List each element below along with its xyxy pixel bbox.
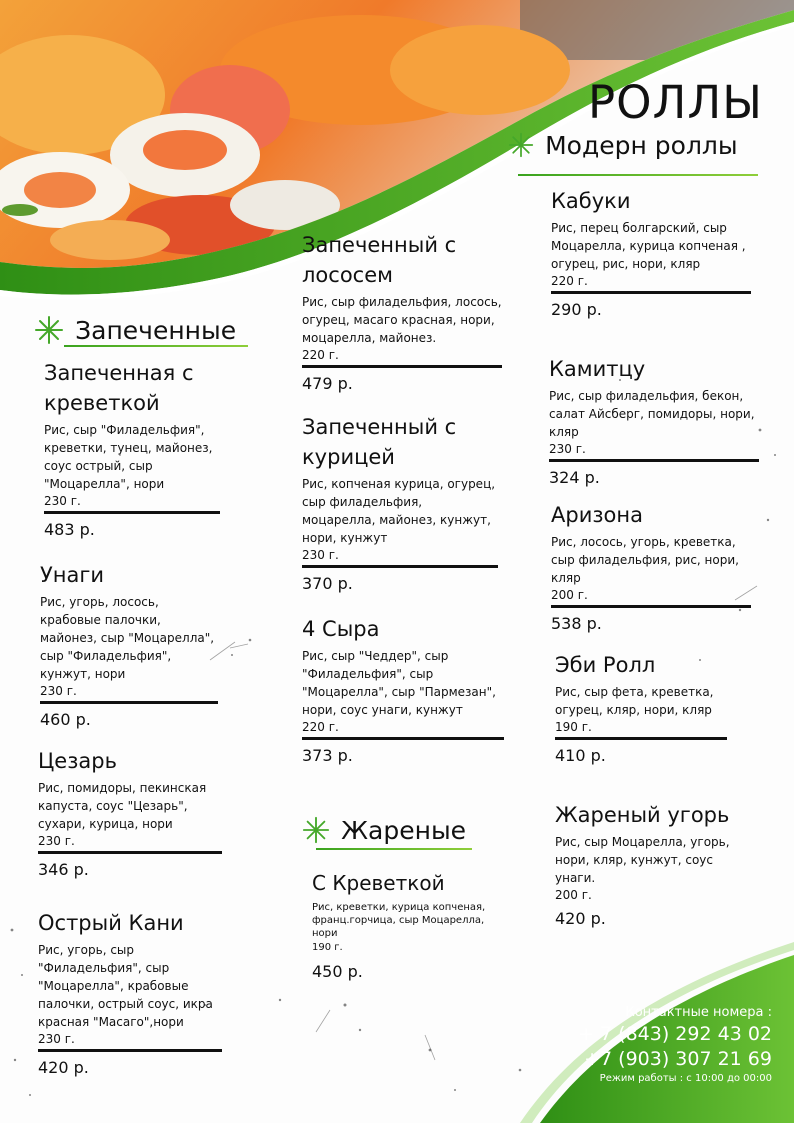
- item-description: Рис, сыр филадельфия, бекон, салат Айсберг, помидоры, нори, кляр: [549, 389, 755, 439]
- item-description: Рис, сыр "Филадельфия", креветки, тунец, майонез, соус острый, сыр "Моцарелла", нори: [44, 423, 213, 491]
- menu-item: [40, 560, 218, 730]
- star-burst-icon: [34, 315, 64, 345]
- item-price: 324 р.: [549, 468, 600, 487]
- menu-item: [312, 868, 490, 982]
- item-price: 373 р.: [302, 746, 353, 765]
- star-burst-icon: [508, 132, 534, 158]
- price-divider: [549, 459, 759, 462]
- item-description: Рис, лосось, угорь, креветка, сыр филадельфия, рис, нори, кляр: [551, 535, 739, 585]
- price-divider: [38, 851, 222, 854]
- item-name: Жареный угорь: [555, 803, 730, 827]
- menu-item: [38, 908, 222, 1078]
- menu-item: [302, 230, 502, 394]
- item-name: Запеченный с курицей: [302, 415, 457, 469]
- item-name: Кабуки: [551, 189, 631, 213]
- item-name: С Креветкой: [312, 871, 445, 895]
- price-divider: [302, 365, 502, 368]
- item-name: Запеченная с креветкой: [44, 361, 194, 415]
- menu-item: [555, 650, 727, 766]
- item-name: Камитцу: [549, 357, 646, 381]
- item-name: Аризона: [551, 503, 643, 527]
- phone-number-1: + 7 (843) 292 43 02: [578, 1023, 772, 1045]
- item-description: Рис, сыр филадельфия, лосось, огурец, масаго красная, нори, моцарелла, майонез.: [302, 295, 502, 345]
- section-modern-heading: [508, 132, 738, 158]
- item-weight: 230 г.: [302, 548, 339, 562]
- working-hours: Режим работы : с 10:00 до 00:00: [599, 1073, 772, 1084]
- item-description: Рис, помидоры, пекинская капуста, соус "Цезарь", сухари, курица, нори: [38, 781, 207, 831]
- item-weight: 230 г.: [40, 684, 77, 698]
- price-divider: [555, 737, 727, 740]
- item-description: Рис, угорь, лосось, крабовые палочки, майонез, сыр "Моцарелла", сыр "Филадельфия", кунжут, нори: [40, 595, 215, 681]
- section-fried-label: Жареные: [341, 815, 467, 845]
- item-name: Цезарь: [38, 749, 117, 773]
- item-weight: 220 г.: [302, 720, 339, 734]
- price-divider: [44, 511, 220, 514]
- item-description: Рис, сыр Моцарелла, угорь, нори, кляр, кунжут, соус унаги.: [555, 835, 730, 885]
- price-divider: [302, 565, 498, 568]
- price-divider: [40, 701, 218, 704]
- item-description: Рис, сыр фета, креветка, огурец, кляр, нори, кляр: [555, 685, 714, 717]
- item-description: Рис, креветки, курица копченая, франц.горчица, сыр Моцарелла, нори: [312, 902, 486, 939]
- item-weight: 190 г.: [555, 720, 592, 734]
- item-description: Рис, угорь, сыр "Филадельфия", сыр "Моцарелла", крабовые палочки, острый соус, икра красная "Масаго",нори: [38, 943, 213, 1029]
- item-weight: 230 г.: [38, 834, 75, 848]
- star-burst-icon: [302, 816, 330, 844]
- phone-number-2: +7 (903) 307 21 69: [584, 1048, 772, 1070]
- item-weight: 200 г.: [555, 888, 592, 902]
- item-description: Рис, перец болгарский, сыр Моцарелла, курица копченая , огурец, рис, нори, кляр: [551, 221, 746, 271]
- item-weight: 220 г.: [302, 348, 339, 362]
- section-baked-heading: [34, 315, 236, 345]
- price-divider: [551, 605, 751, 608]
- item-price: 290 р.: [551, 300, 602, 319]
- price-divider: [302, 737, 504, 740]
- item-name: Острый Кани: [38, 911, 184, 935]
- item-weight: 230 г.: [38, 1032, 75, 1046]
- item-name: Запеченный с лососем: [302, 233, 457, 287]
- item-price: 420 р.: [555, 909, 606, 928]
- item-weight: 200 г.: [551, 588, 588, 602]
- item-name: 4 Сыра: [302, 617, 380, 641]
- menu-item: [302, 412, 498, 594]
- section-fried-heading: [302, 816, 466, 844]
- menu-item: [551, 186, 751, 320]
- page-title: РОЛЛЫ: [588, 76, 763, 129]
- item-price: 450 р.: [312, 962, 363, 981]
- item-price: 479 р.: [302, 374, 353, 393]
- price-divider: [551, 291, 751, 294]
- item-price: 538 р.: [551, 614, 602, 633]
- item-price: 420 р.: [38, 1058, 89, 1077]
- contacts-heading: Контактные номера :: [625, 1005, 772, 1020]
- item-weight: 230 г.: [549, 442, 586, 456]
- menu-item: [551, 500, 751, 634]
- contact-block: [578, 1004, 772, 1086]
- item-price: 483 р.: [44, 520, 95, 539]
- item-weight: 230 г.: [44, 494, 81, 508]
- item-price: 460 р.: [40, 710, 91, 729]
- item-price: 370 р.: [302, 574, 353, 593]
- menu-item: [44, 358, 220, 540]
- section-modern-label: Модерн роллы: [545, 130, 738, 160]
- menu-item: [302, 614, 504, 766]
- item-weight: 190 г.: [312, 942, 343, 953]
- item-price: 410 р.: [555, 746, 606, 765]
- item-description: Рис, сыр "Чеддер", сыр "Филадельфия", сыр "Моцарелла", сыр "Пармезан", нори, соус унаги, кунжут: [302, 649, 496, 717]
- section-baked-label: Запеченные: [75, 315, 237, 345]
- price-divider: [38, 1049, 222, 1052]
- item-description: Рис, копченая курица, огурец, сыр филадельфия, моцарелла, майонез, кунжут, нори, кунжут: [302, 477, 496, 545]
- item-name: Эби Ролл: [555, 653, 656, 677]
- menu-item: [555, 800, 731, 929]
- item-price: 346 р.: [38, 860, 89, 879]
- item-name: Унаги: [40, 563, 105, 587]
- item-weight: 220 г.: [551, 274, 588, 288]
- menu-item: [549, 354, 759, 488]
- menu-item: [38, 746, 222, 880]
